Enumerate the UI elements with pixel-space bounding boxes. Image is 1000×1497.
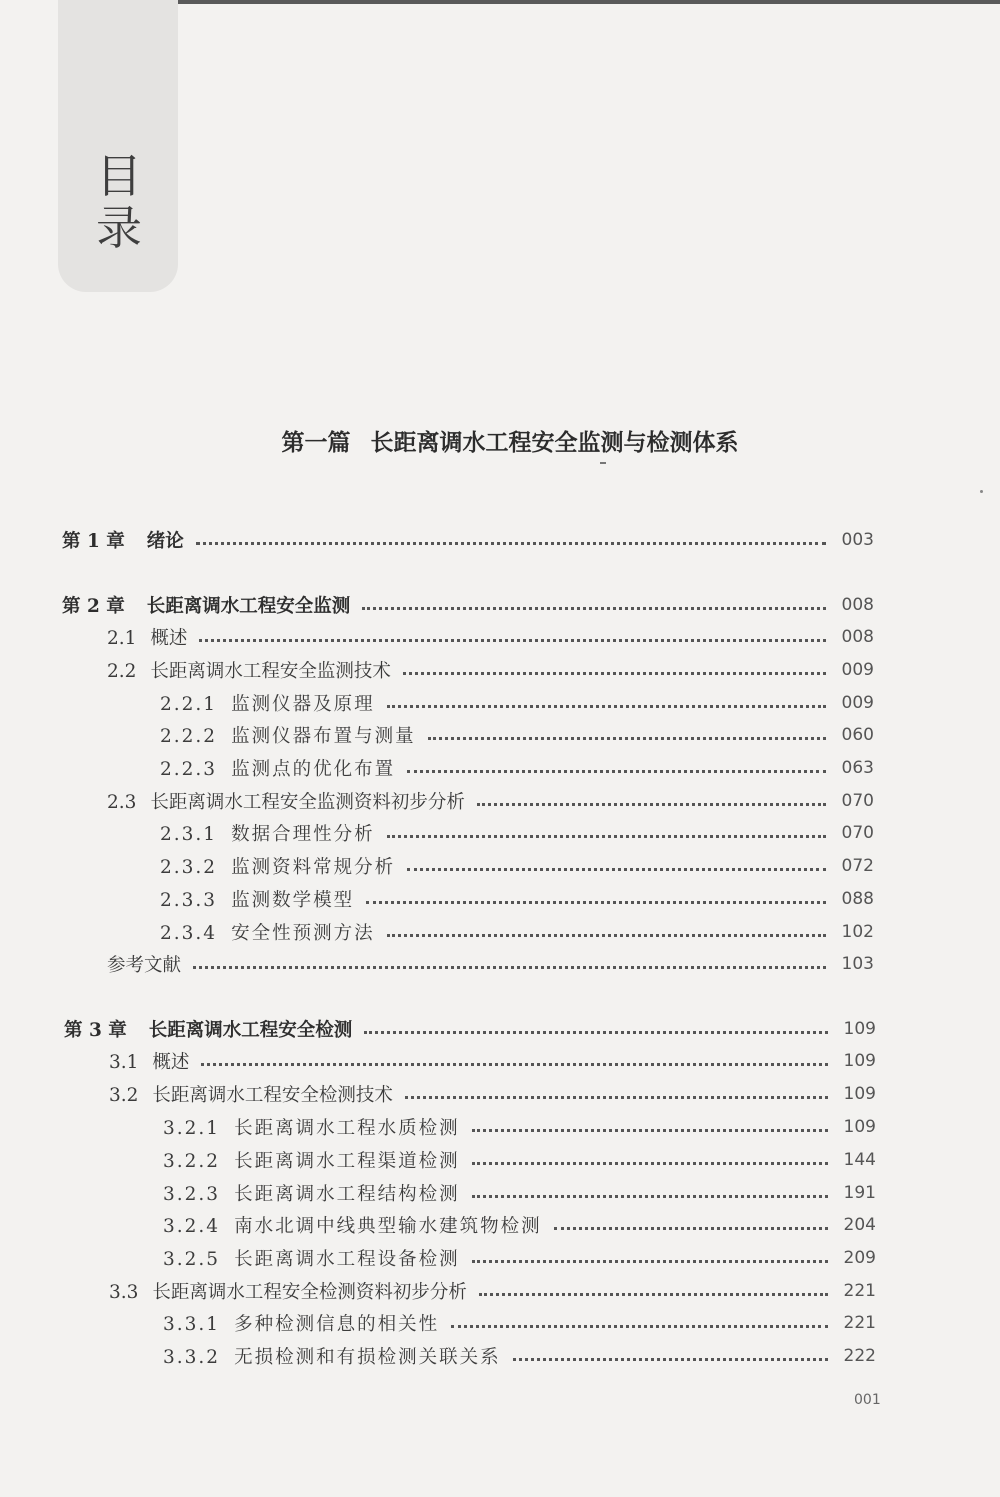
toc-entry-2-3-4[interactable] xyxy=(160,917,874,947)
toc-page: 060 xyxy=(841,725,874,745)
toc-text: 长距离调水工程安全检测 xyxy=(148,1020,353,1041)
toc-entry-3-2-5[interactable] xyxy=(163,1243,876,1273)
toc-num: 第 2 章 xyxy=(62,596,125,617)
toc-leader-dots xyxy=(477,803,826,806)
toc-page: 222 xyxy=(843,1346,876,1366)
toc-leader-dots xyxy=(193,966,826,969)
toc-leader-dots xyxy=(199,639,826,642)
toc-text: 概述 xyxy=(150,628,188,649)
toc-leader-dots xyxy=(472,1129,828,1132)
toc-leader-dots xyxy=(554,1227,828,1230)
toc-entry-2-3[interactable] xyxy=(107,786,874,816)
toc-leader-dots xyxy=(428,737,826,740)
toc-leader-dots xyxy=(451,1325,828,1328)
page-title: 目录 xyxy=(96,149,142,255)
toc-entry-3-3-2[interactable] xyxy=(163,1341,876,1371)
toc-page: 221 xyxy=(843,1313,876,1333)
toc-num: 3.2.5 xyxy=(163,1249,221,1270)
toc-page: 070 xyxy=(841,823,874,843)
toc-page: 109 xyxy=(843,1117,876,1137)
toc-num: 2.3.1 xyxy=(160,824,218,845)
toc-num: 2.2 xyxy=(107,661,137,682)
toc-entry-3-2[interactable] xyxy=(109,1079,876,1109)
part-name: 长距离调水工程安全监测与检测体系 xyxy=(370,429,739,456)
toc-page: 191 xyxy=(843,1183,876,1203)
toc-leader-dots xyxy=(362,607,826,610)
scan-dot xyxy=(980,490,983,493)
toc-text: 概述 xyxy=(152,1052,190,1073)
toc-text: 监测数学模型 xyxy=(231,890,355,911)
toc-entry-3-2-4[interactable] xyxy=(163,1210,876,1240)
toc-num: 2.2.3 xyxy=(160,759,218,780)
toc-page: 070 xyxy=(841,791,874,811)
toc-leader-dots xyxy=(472,1260,828,1263)
toc-page: 008 xyxy=(841,627,874,647)
toc-num: 2.2.1 xyxy=(160,694,218,715)
toc-leader-dots xyxy=(472,1195,828,1198)
toc-entry-2-2[interactable] xyxy=(107,655,874,685)
toc-text: 监测资料常规分析 xyxy=(231,857,396,878)
toc-page: 008 xyxy=(841,595,874,615)
toc-num: 2.2.2 xyxy=(160,726,218,747)
toc-page: 103 xyxy=(841,954,874,974)
toc-text: 绪论 xyxy=(146,531,184,552)
toc-num: 3.2.4 xyxy=(163,1216,221,1237)
toc-leader-dots xyxy=(387,934,826,937)
toc-entry-chapter-2[interactable] xyxy=(62,590,874,620)
toc-page: 009 xyxy=(841,693,874,713)
toc-text: 监测仪器及原理 xyxy=(231,694,375,715)
toc-num: 3.3 xyxy=(109,1282,139,1303)
part-title xyxy=(0,424,1000,457)
toc-leader-dots xyxy=(201,1063,828,1066)
toc-leader-dots xyxy=(479,1293,828,1296)
toc-num: 2.3.3 xyxy=(160,890,218,911)
toc-num: 2.3 xyxy=(107,792,137,813)
toc-leader-dots xyxy=(387,705,826,708)
toc-text: 长距离调水工程渠道检测 xyxy=(234,1151,460,1172)
toc-text: 长距离调水工程结构检测 xyxy=(234,1184,460,1205)
toc-page: 088 xyxy=(841,889,874,909)
toc-entry-3-2-3[interactable] xyxy=(163,1178,876,1208)
toc-text: 长距离调水工程安全监测资料初步分析 xyxy=(150,792,465,813)
toc-entry-2-3-1[interactable] xyxy=(160,818,874,848)
toc-page: 204 xyxy=(843,1215,876,1235)
toc-leader-dots xyxy=(366,901,826,904)
part-prefix: 第一篇 xyxy=(281,429,351,456)
toc-num: 第 3 章 xyxy=(64,1020,127,1041)
toc-text: 数据合理性分析 xyxy=(231,824,375,845)
toc-page: 063 xyxy=(841,758,874,778)
toc-page: 109 xyxy=(843,1051,876,1071)
toc-num: 2.1 xyxy=(107,628,137,649)
toc-page: 209 xyxy=(843,1248,876,1268)
toc-num: 3.2.1 xyxy=(163,1118,221,1139)
toc-num: 2.3.2 xyxy=(160,857,218,878)
toc-text: 无损检测和有损检测关联关系 xyxy=(234,1347,501,1368)
toc-entry-chapter-3[interactable] xyxy=(64,1014,876,1044)
toc-text: 长距离调水工程安全监测技术 xyxy=(150,661,391,682)
toc-leader-dots xyxy=(472,1162,828,1165)
toc-entry-chapter-1[interactable] xyxy=(62,525,874,555)
toc-num: 第 1 章 xyxy=(62,531,125,552)
toc-leader-dots xyxy=(387,835,826,838)
toc-text: 安全性预测方法 xyxy=(231,923,375,944)
top-edge-line xyxy=(150,0,1000,4)
toc-page: 221 xyxy=(843,1281,876,1301)
toc-entry-3-1[interactable] xyxy=(109,1046,876,1076)
toc-entry-3-2-1[interactable] xyxy=(163,1112,876,1142)
toc-leader-dots xyxy=(405,1096,828,1099)
toc-entry-3-2-2[interactable] xyxy=(163,1145,876,1175)
toc-num: 3.2.2 xyxy=(163,1151,221,1172)
page-number: 001 xyxy=(854,1392,881,1408)
toc-text: 参考文献 xyxy=(107,955,182,976)
toc-num: 3.3.2 xyxy=(163,1347,221,1368)
toc-text: 长距离调水工程设备检测 xyxy=(234,1249,460,1270)
toc-page: 009 xyxy=(841,660,874,680)
toc-text: 多种检测信息的相关性 xyxy=(234,1314,440,1335)
toc-num: 3.2.3 xyxy=(163,1184,221,1205)
toc-leader-dots xyxy=(403,672,826,675)
toc-leader-dots xyxy=(196,542,826,545)
toc-leader-dots xyxy=(407,770,826,773)
toc-text: 监测仪器布置与测量 xyxy=(231,726,416,747)
toc-entry-2-3-3[interactable] xyxy=(160,884,874,914)
toc-entry-2-1[interactable] xyxy=(107,622,874,652)
toc-entry-2-2-1[interactable] xyxy=(160,688,874,718)
toc-page: 003 xyxy=(841,530,874,550)
toc-num: 3.2 xyxy=(109,1085,139,1106)
scan-mark xyxy=(600,462,606,464)
toc-page: 072 xyxy=(841,856,874,876)
toc-leader-dots xyxy=(364,1031,828,1034)
toc-num: 3.3.1 xyxy=(163,1314,221,1335)
toc-entry-2-3-2[interactable] xyxy=(160,851,874,881)
toc-text: 长距离调水工程水质检测 xyxy=(234,1118,460,1139)
toc-entry-3-3-1[interactable] xyxy=(163,1308,876,1338)
toc-num: 3.1 xyxy=(109,1052,139,1073)
toc-entry-2-2-2[interactable] xyxy=(160,720,874,750)
toc-leader-dots xyxy=(407,868,826,871)
toc-text: 长距离调水工程安全监测 xyxy=(146,596,351,617)
toc-entry-3-3[interactable] xyxy=(109,1276,876,1306)
toc-page: 102 xyxy=(841,922,874,942)
toc-entry-references-2[interactable] xyxy=(107,949,874,979)
toc-page: 144 xyxy=(843,1150,876,1170)
toc-text: 长距离调水工程安全检测资料初步分析 xyxy=(152,1282,467,1303)
toc-leader-dots xyxy=(513,1358,828,1361)
toc-num: 2.3.4 xyxy=(160,923,218,944)
toc-text: 长距离调水工程安全检测技术 xyxy=(152,1085,393,1106)
toc-page: 109 xyxy=(843,1084,876,1104)
toc-text: 监测点的优化布置 xyxy=(231,759,396,780)
toc-text: 南水北调中线典型输水建筑物检测 xyxy=(234,1216,542,1237)
toc-page: 109 xyxy=(843,1019,876,1039)
toc-entry-2-2-3[interactable] xyxy=(160,753,874,783)
